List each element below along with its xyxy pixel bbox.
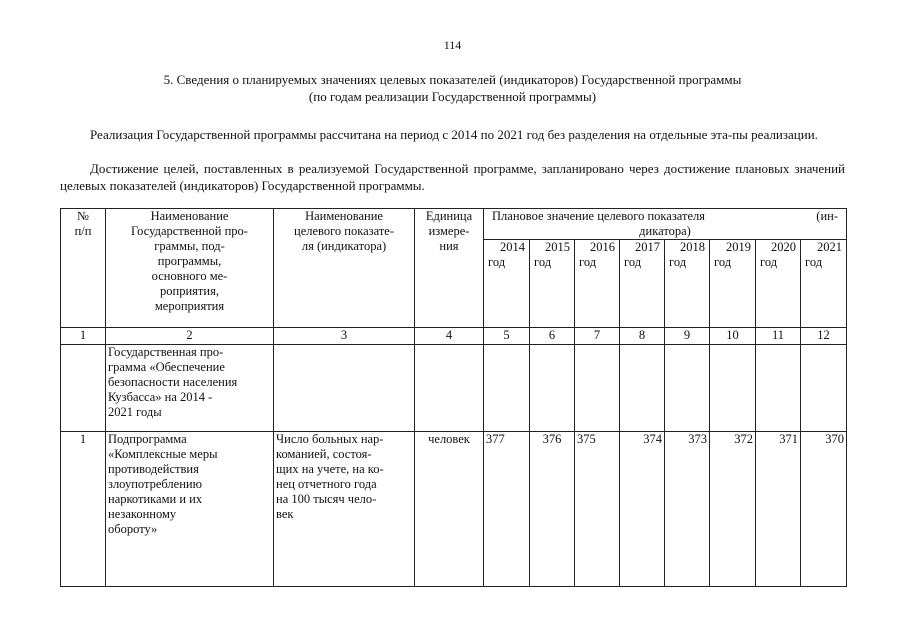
year-label: 2015 [545, 240, 570, 254]
value-2018: 373 [665, 432, 710, 587]
column-number: 9 [665, 328, 710, 345]
header-year-2016 [575, 240, 620, 328]
header-indicator-name: Наименование целевого показате- ля (индикатора) [274, 209, 415, 328]
value-2015: 376 [530, 432, 575, 587]
value-2019: 372 [710, 432, 756, 587]
year-label: 2021 [817, 240, 842, 254]
year-suffix: год [669, 255, 687, 269]
program-value-cell [620, 345, 665, 432]
program-unit-cell [415, 345, 484, 432]
paragraph-implementation-period: Реализация Государственной программы рассчитана на период с 2014 по 2021 год без разделения на отдельные эта-пы реализации. [90, 127, 818, 142]
value-2014: 377 [484, 432, 530, 587]
header-planned-value-line2: дикатора) [639, 224, 691, 238]
year-suffix: год [624, 255, 642, 269]
column-number: 2 [106, 328, 274, 345]
program-name: Государственная про- грамма «Обеспечение безопасности населения Кузбасса» на 2014 - 2021 годы [106, 345, 274, 432]
header-year-2020 [756, 240, 801, 328]
header-program-name: Наименование Государственной про- граммы, под- программы, основного ме- роприятия, мероприятия [106, 209, 274, 328]
program-value-cell [484, 345, 530, 432]
value-2017: 374 [620, 432, 665, 587]
program-num-cell [61, 345, 106, 432]
value-2020: 371 [756, 432, 801, 587]
column-number: 8 [620, 328, 665, 345]
column-number: 5 [484, 328, 530, 345]
paragraph-goals: Достижение целей, поставленных в реализуемой Государственной программе, запланировано через достижение плановых значений целевых показателей (индикаторов) Государственной программы. [60, 161, 845, 193]
indicator-name: Число больных нар- команией, состоя- щих на учете, на ко- нец отчетного года на 100 тысяч чело- век [274, 432, 415, 587]
subprogram-name: Подпрограмма «Комплексные меры противодействия злоупотреблению наркотиками и их незаконному обороту» [106, 432, 274, 587]
header-year-2021 [801, 240, 847, 328]
table-row-subprogram-1 [61, 432, 847, 587]
year-label: 2017 [635, 240, 660, 254]
header-year-2018 [665, 240, 710, 328]
year-label: 2014 [500, 240, 525, 254]
indicator-unit: человек [415, 432, 484, 587]
page-number: 114 [443, 38, 462, 52]
section-title [60, 71, 845, 105]
year-label: 2016 [590, 240, 615, 254]
column-number: 10 [710, 328, 756, 345]
program-value-cell [710, 345, 756, 432]
year-label: 2020 [771, 240, 796, 254]
header-planned-value [484, 209, 847, 240]
header-planned-value-hyphen: (ин- [816, 209, 838, 223]
program-value-cell [575, 345, 620, 432]
column-number: 1 [61, 328, 106, 345]
year-suffix: год [579, 255, 597, 269]
year-suffix: год [760, 255, 778, 269]
header-year-2019 [710, 240, 756, 328]
program-value-cell [756, 345, 801, 432]
row-num: 1 [61, 432, 106, 587]
year-label: 2019 [726, 240, 751, 254]
value-2021: 370 [801, 432, 847, 587]
column-number: 3 [274, 328, 415, 345]
value-2016: 375 [575, 432, 620, 587]
header-year-2015 [530, 240, 575, 328]
header-num: № п/п [61, 209, 106, 328]
program-value-cell [665, 345, 710, 432]
program-value-cell [530, 345, 575, 432]
year-suffix: год [534, 255, 552, 269]
header-year-2014 [484, 240, 530, 328]
header-year-2017 [620, 240, 665, 328]
year-suffix: год [488, 255, 506, 269]
table-header-row-1 [61, 209, 847, 240]
column-number: 4 [415, 328, 484, 345]
column-number: 11 [756, 328, 801, 345]
header-unit: Единица измере- ния [415, 209, 484, 328]
year-suffix: год [714, 255, 732, 269]
indicators-table [60, 208, 847, 587]
column-number: 12 [801, 328, 847, 345]
column-numbers-row [61, 328, 847, 345]
year-suffix: год [805, 255, 823, 269]
program-indicator-cell [274, 345, 415, 432]
section-title-line1: 5. Сведения о планируемых значениях целевых показателей (индикаторов) Государственной программы [163, 72, 742, 87]
year-label: 2018 [680, 240, 705, 254]
column-number: 7 [575, 328, 620, 345]
column-number: 6 [530, 328, 575, 345]
table-row-program [61, 345, 847, 432]
section-title-line2: (по годам реализации Государственной программы) [308, 89, 597, 104]
header-planned-value-text: Плановое значение целевого показателя [492, 209, 706, 223]
program-value-cell [801, 345, 847, 432]
